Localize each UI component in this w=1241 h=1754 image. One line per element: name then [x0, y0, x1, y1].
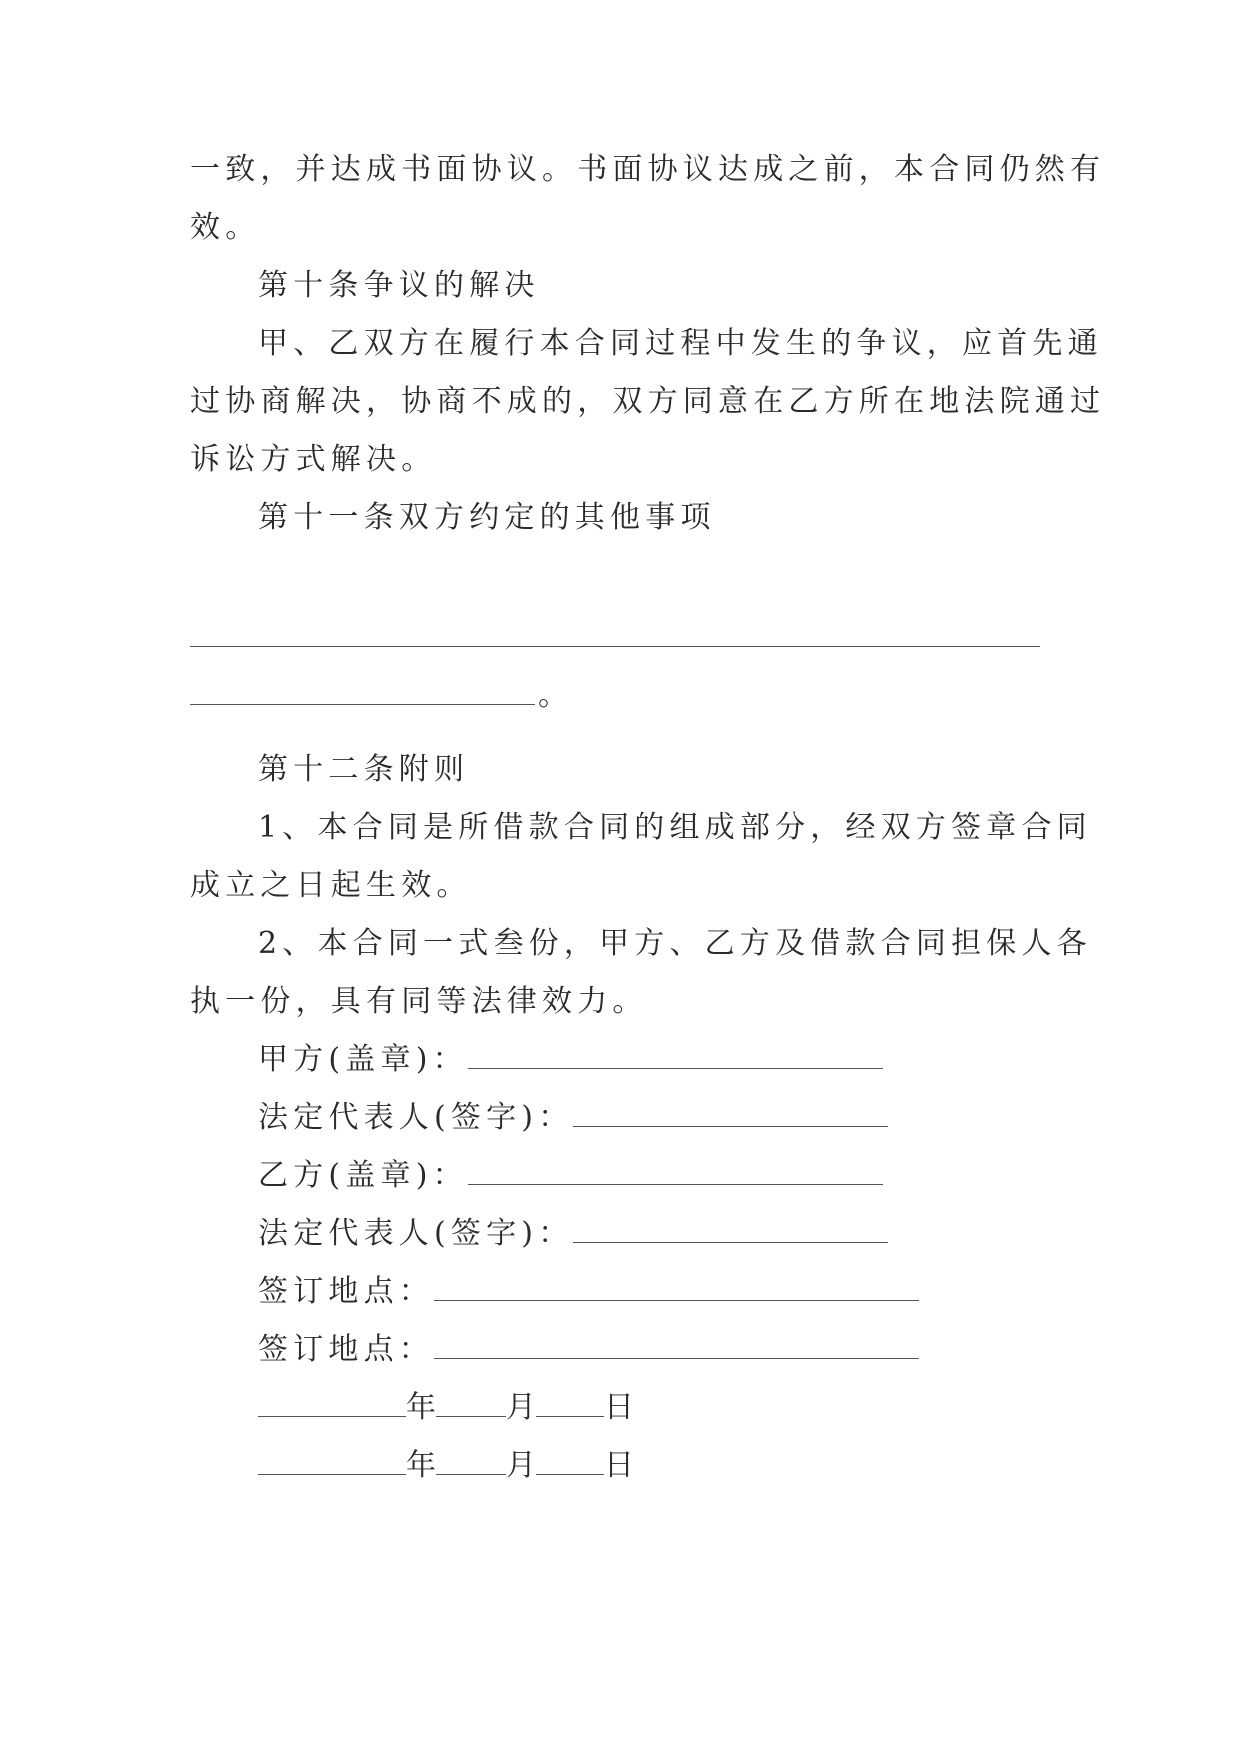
party-b-seal-row — [258, 1156, 883, 1196]
signing-place-blank — [434, 1332, 919, 1359]
signing-place-row — [258, 1330, 919, 1370]
paragraph-line: 诉讼方式解决。 — [190, 442, 437, 477]
fill-in-blank-line — [190, 704, 535, 705]
paragraph-line: 执一份，具有同等法律效力。 — [190, 984, 648, 1019]
article-12-title: 第十二条附则 — [258, 752, 470, 787]
month-blank — [436, 1448, 506, 1475]
paragraph-line: 2、本合同一式叁份，甲方、乙方及借款合同担保人各 — [258, 926, 1092, 961]
paragraph-line: 甲、乙双方在履行本合同过程中发生的争议，应首先通 — [258, 326, 1103, 361]
signing-place-label: 签订地点： — [258, 1274, 434, 1309]
party-a-seal-blank — [468, 1042, 883, 1069]
date-row — [258, 1388, 634, 1428]
party-b-rep-row — [258, 1214, 888, 1254]
paragraph-line: 成立之日起生效。 — [190, 868, 472, 903]
year-label: 年 — [406, 1390, 436, 1425]
article-10-title: 第十条争议的解决 — [258, 268, 540, 303]
paragraph-line: 过协商解决，协商不成的，双方同意在乙方所在地法院通过 — [190, 384, 1106, 419]
year-blank — [258, 1448, 406, 1475]
day-blank — [536, 1390, 604, 1417]
party-a-seal-row — [258, 1040, 883, 1080]
year-blank — [258, 1390, 406, 1417]
party-b-seal-blank — [468, 1158, 883, 1185]
day-label: 日 — [604, 1390, 634, 1425]
month-label: 月 — [506, 1390, 536, 1425]
date-row — [258, 1446, 634, 1486]
fill-in-blank-line — [190, 646, 1040, 647]
paragraph-line: 一致，并达成书面协议。书面协议达成之前，本合同仍然有 — [190, 152, 1106, 187]
party-a-rep-row — [258, 1098, 888, 1138]
day-label: 日 — [604, 1448, 634, 1483]
party-b-rep-label: 法定代表人(签字)： — [258, 1216, 574, 1251]
month-label: 月 — [506, 1448, 536, 1483]
signing-place-row — [258, 1272, 919, 1312]
signing-place-label: 签订地点： — [258, 1332, 434, 1367]
paragraph-line: 1、本合同是所借款合同的组成部分，经双方签章合同 — [258, 810, 1092, 845]
paragraph-line: 效。 — [190, 210, 261, 245]
party-b-rep-blank — [573, 1216, 888, 1243]
party-a-seal-label: 甲方(盖章)： — [258, 1042, 468, 1077]
blank-terminal-period: 。 — [538, 678, 574, 713]
month-blank — [436, 1390, 506, 1417]
year-label: 年 — [406, 1448, 436, 1483]
signing-place-blank — [434, 1274, 919, 1301]
party-b-seal-label: 乙方(盖章)： — [258, 1158, 468, 1193]
article-11-title: 第十一条双方约定的其他事项 — [258, 500, 716, 535]
party-a-rep-blank — [573, 1100, 888, 1127]
day-blank — [536, 1448, 604, 1475]
party-a-rep-label: 法定代表人(签字)： — [258, 1100, 574, 1135]
